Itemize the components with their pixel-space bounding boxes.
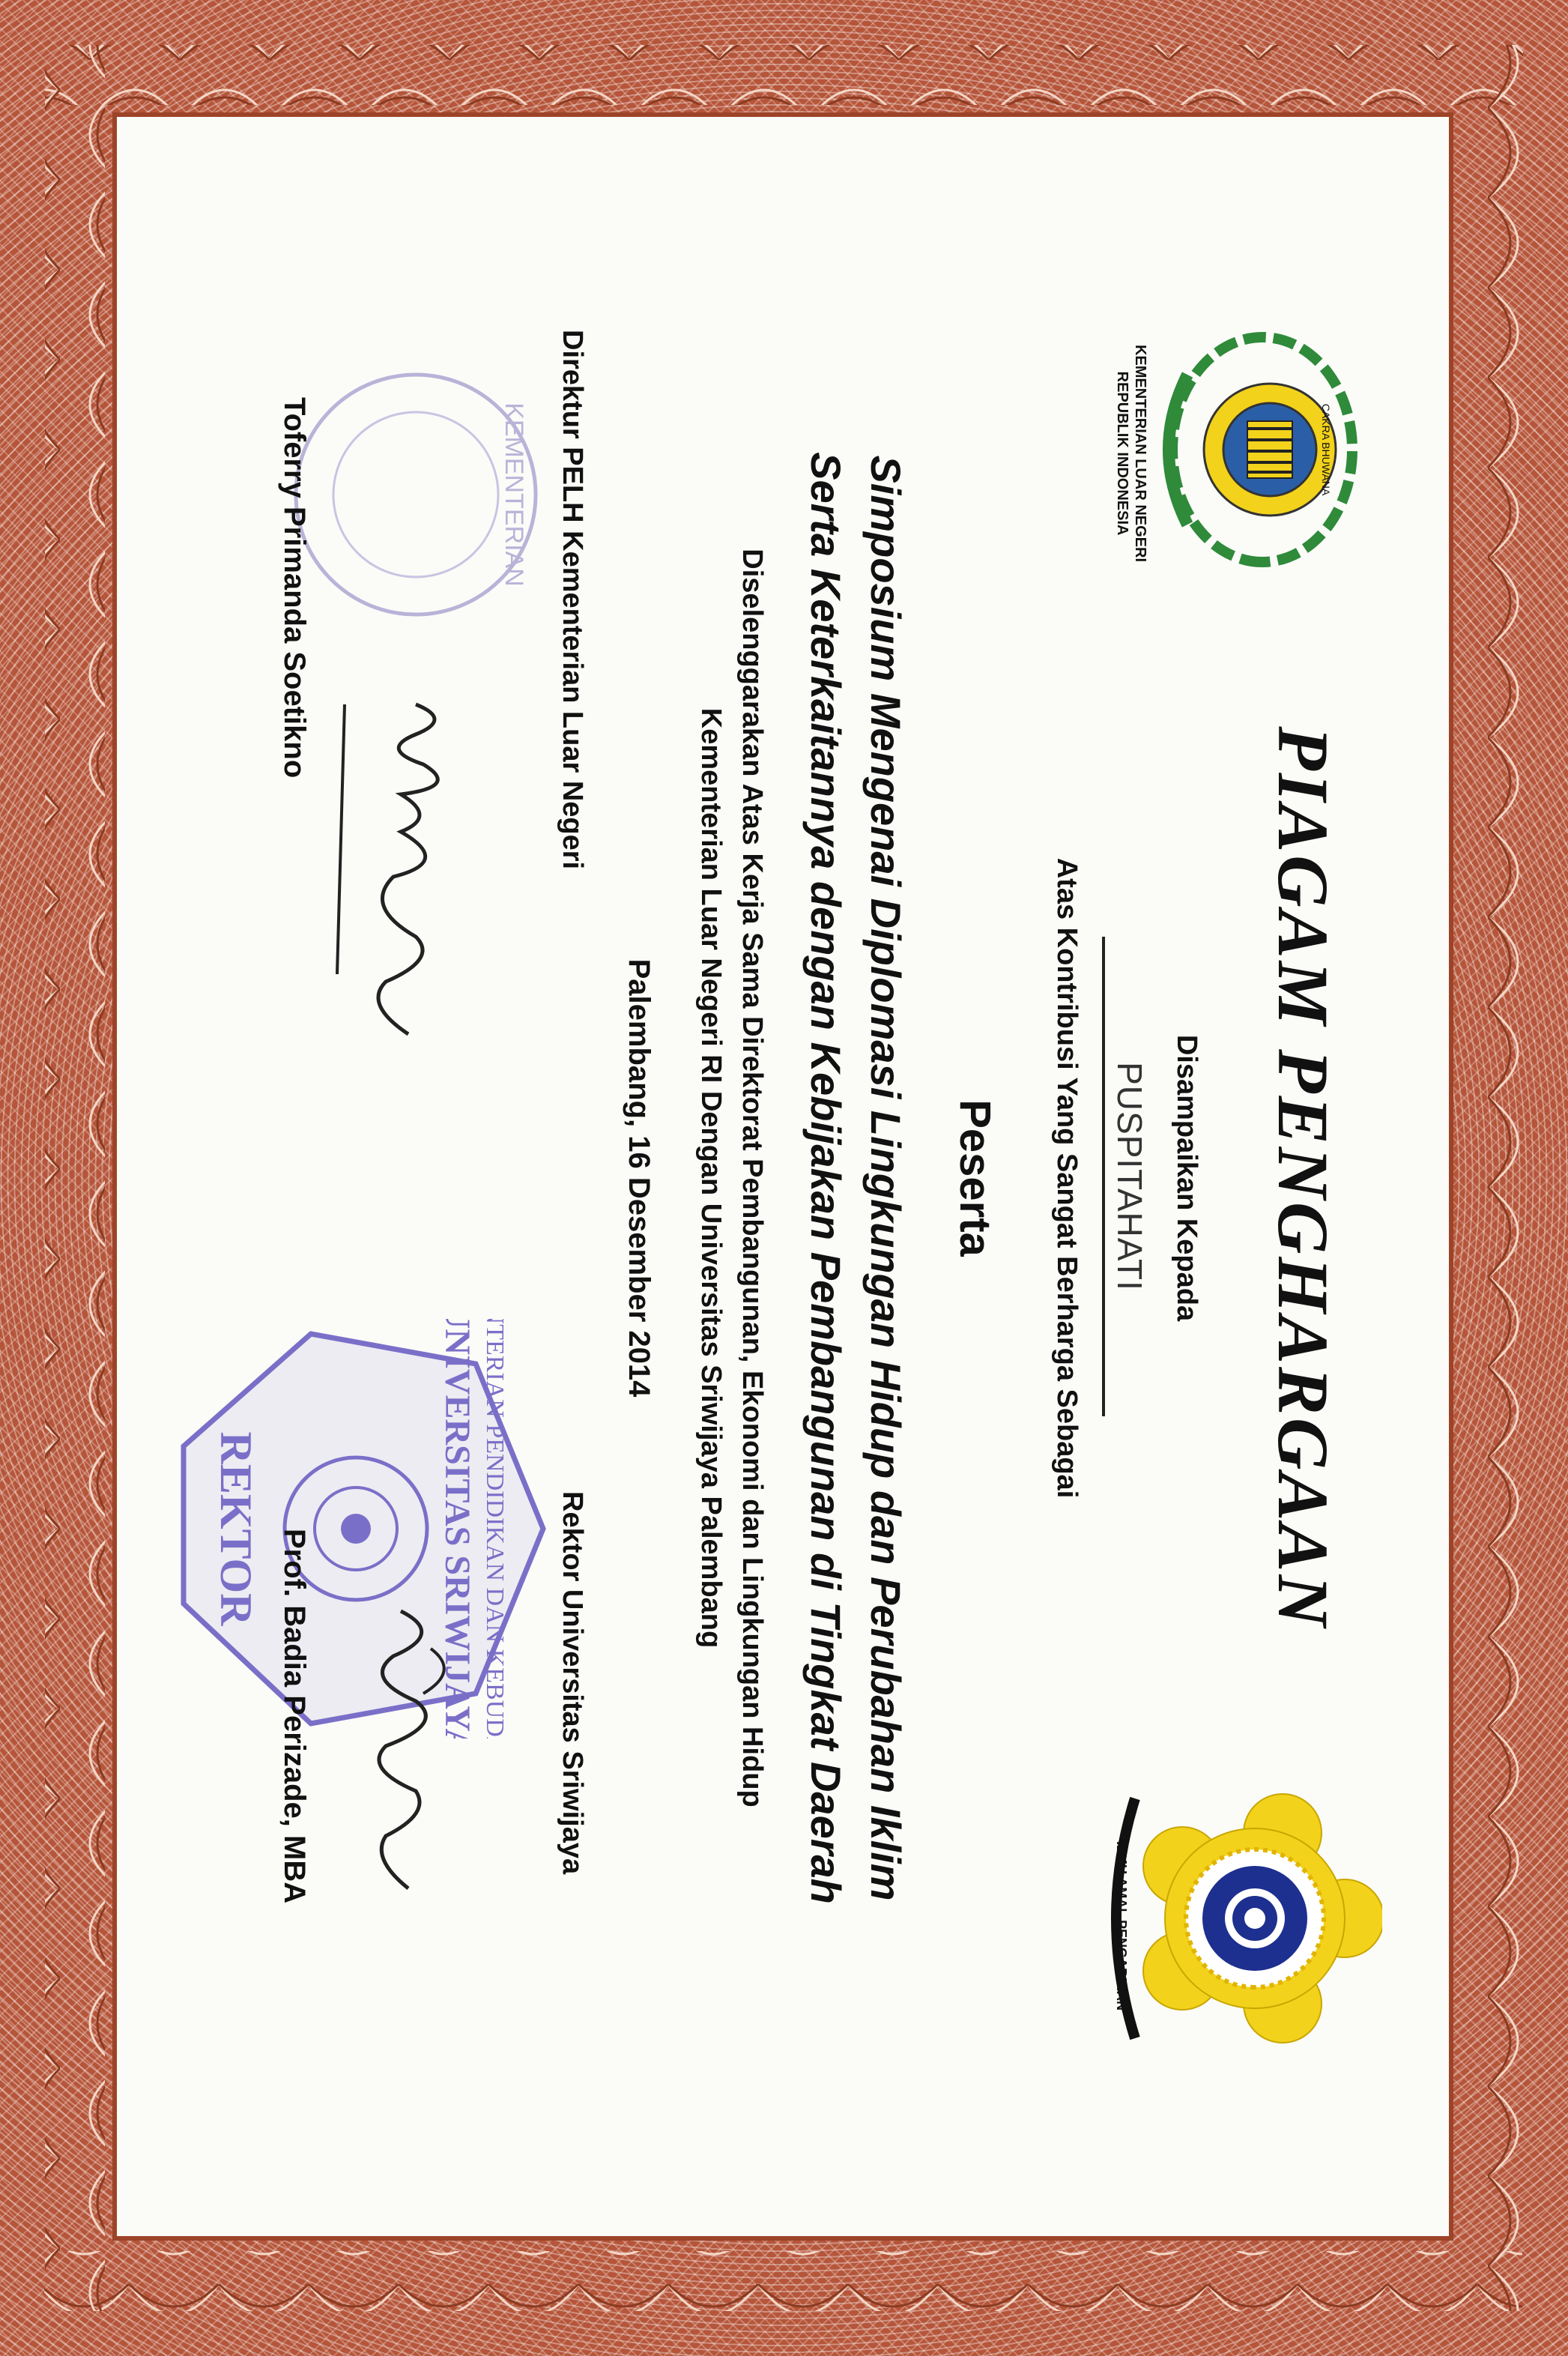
participant-role: Peserta <box>951 1099 999 1257</box>
stamp-top-text: KEMENTERIAN PENDIDIKAN DAN KEBUDAYAAN <box>481 1319 509 1739</box>
stamp-seal-icon <box>281 337 551 652</box>
place-date: Palembang, 16 Desember 2014 <box>623 958 656 1398</box>
stamp-middle-text: UNIVERSITAS SRIWIJAYA <box>438 1319 477 1739</box>
university-motto: ILMU AMAL PENGABDIAN <box>1114 1841 1129 2011</box>
left-signatory-title: Direktur PELH Kementerian Luar Negeri <box>557 330 588 870</box>
emblem-text: CAKRA BHUWANA <box>1320 403 1332 496</box>
certificate-title: PIAGAM PENGHARGAAN <box>1263 726 1343 1630</box>
organizer-line-1: Diselenggarakan Atas Kerja Sama Direktorat Pembangunan, Ekonomi dan Lingkungan Hidup <box>736 549 768 1807</box>
presented-to-label: Disampaikan Kepada <box>1171 1034 1202 1322</box>
signature-drawing <box>311 689 483 1049</box>
recipient-name: PUSPITAHATI <box>1102 937 1150 1416</box>
right-signatory-title: Rektor Universitas Sriwijaya <box>557 1491 588 1875</box>
right-signatory-name: Prof. Badia Perizade, MBA <box>278 1529 311 1904</box>
right-signature <box>341 1604 476 1918</box>
event-title-line-1: Simposium Mengenai Diplomasi Lingkungan Hidup dan Perubahan Iklim <box>862 455 909 1901</box>
event-title-line-2: Serta Keterkaitannya dengan Kebijakan Pembangunan di Tingkat Daerah <box>802 452 850 1904</box>
left-signature <box>311 689 483 1049</box>
ministry-caption-1: KEMENTERIAN LUAR NEGERI <box>1132 344 1148 562</box>
organizer-line-2: Kementerian Luar Negeri RI Dengan Universitas Sriwijaya Palembang <box>695 707 727 1649</box>
contribution-text: Atas Kontribusi Yang Sangat Berharga Sebagai <box>1051 857 1083 1499</box>
signature-drawing <box>341 1604 476 1918</box>
stamp-bottom-text: REKTOR <box>211 1431 261 1626</box>
stamp-text: KEMENTERIAN <box>500 402 528 587</box>
ministry-stamp <box>281 337 551 652</box>
left-signatory-name: Toferry Primanda Soetikno <box>278 397 311 779</box>
certificate-content <box>146 150 1420 2206</box>
ministry-caption-2: REPUBLIK INDONESIA <box>1114 371 1130 536</box>
